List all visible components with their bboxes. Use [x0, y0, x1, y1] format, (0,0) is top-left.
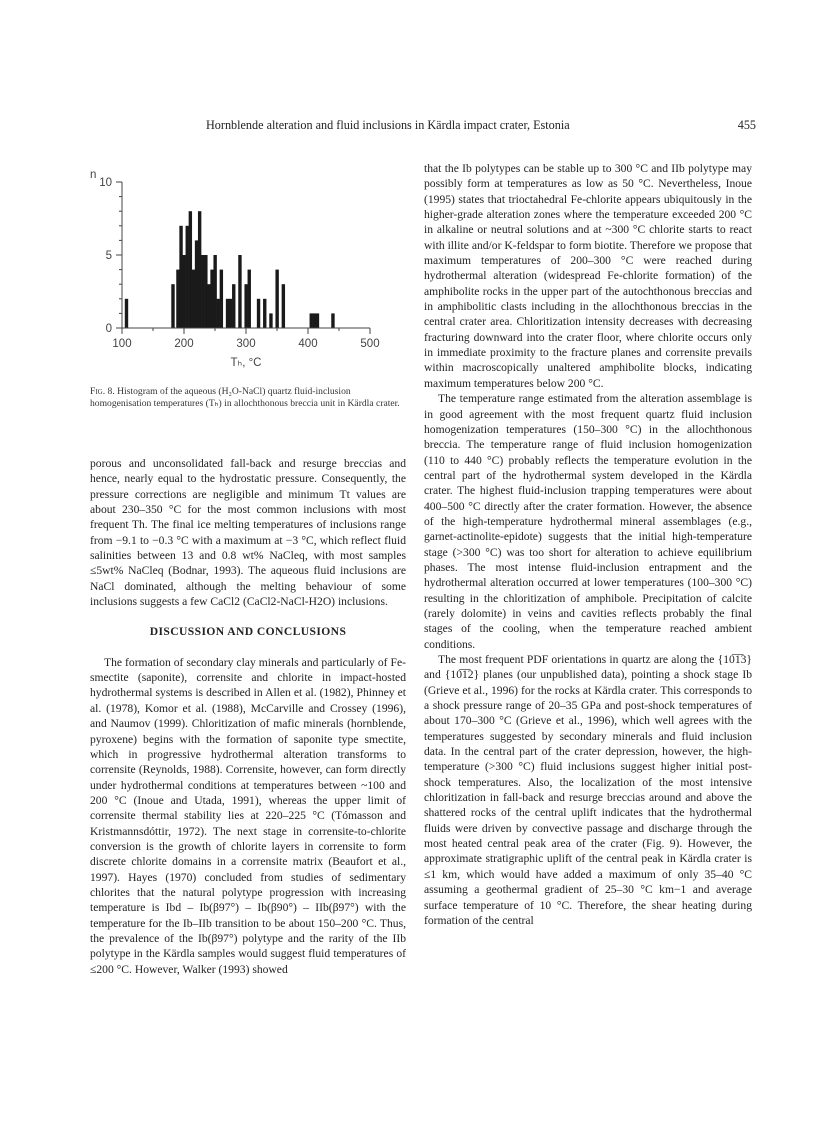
histogram-bar [229, 299, 232, 328]
histogram-bar [269, 313, 272, 328]
running-title: Hornblende alteration and fluid inclusions in Kärdla impact crater, Estonia [206, 118, 570, 132]
histogram-bar [201, 255, 204, 328]
histogram-bar [331, 313, 334, 328]
histogram-bar [192, 270, 195, 328]
section-heading: DISCUSSION AND CONCLUSIONS [149, 625, 347, 639]
y-tick-label: 5 [105, 250, 112, 262]
histogram-bar [257, 299, 260, 328]
histogram-bar [263, 299, 266, 328]
y-axis-label: n [90, 169, 97, 181]
histogram-bar [198, 211, 201, 328]
histogram-bar [232, 284, 235, 328]
histogram-bar [182, 255, 185, 328]
histogram-bar [125, 299, 128, 328]
histogram-bar [217, 299, 220, 328]
figure-caption-label: Fig. 8. [90, 386, 115, 397]
histogram-bar [171, 284, 174, 328]
histogram-bar [313, 313, 316, 328]
histogram-bar [226, 299, 229, 328]
histogram-bar [213, 255, 216, 328]
paragraph: The formation of secondary clay minerals and particularly of Fe-smectite (saponite), corrensite and chlorite in impact-hosted hydrothermal systems is described in Allen et al. (1982), Phinney et al. (1978), Komor et al. (1988), McCarville and Crossey (1996), and Naumov (1999). Chloritization of mafic minerals (hornblende, pyroxene) begins with the formation of saponite type smectite, which in progressive hydrothermal alteration transforms to corrensite (Reynolds, 1988). Corrensite, however, can form directly under hydrothermal conditions at temperatures between ~100 and 200 °C (Inoue and Utada, 1991), whereas the upper limit of corrensite thermal stability lies at 220–225 °C (Tómasson and Kristmannsdóttir, 1972). The next stage in corrensite-to-chlorite conversion is the growth of chlorite layers in corrensite to form discrete chlorite domains in a corrensite matrix (Beaufort et al., 1997). Hayes (1970) concluded from studies of sedimentary chlorites that the natural polytype progression with increasing temperature is Ibd – Ib(β97°) – Ib(β90°) – IIb(β97°) with the temperature for the Ib–IIb transition to be about 150–200 °C. Thus, the prevalence of the Ib(β97°) polytype and the rarity of the IIb polytype in the Kärdla samples would suggest fluid temperatures of ≤200 °C. However, Walker (1993) showed [90, 655, 406, 976]
histogram-bar [189, 211, 192, 328]
histogram-bar [316, 313, 319, 328]
x-tick-label: 200 [174, 338, 194, 350]
histogram-chart [86, 160, 416, 380]
y-tick-label: 0 [105, 323, 112, 335]
histogram-bar [195, 240, 198, 328]
histogram-bar [220, 270, 223, 328]
histogram-bar [275, 270, 278, 328]
histogram-bar [186, 226, 189, 328]
page-number: 455 [737, 118, 756, 132]
histogram-bar [204, 255, 207, 328]
figure-8 [86, 160, 416, 380]
x-axis-label: Tₕ, °C [230, 357, 262, 369]
histogram-bar [207, 284, 210, 328]
histogram-bar [179, 226, 182, 328]
figure-caption-text: Histogram of the aqueous (H₂O-NaCl) quartz fluid-inclusion homogenisation temperatures (Tₕ) in allochthonous breccia unit in Kärdla crater. [90, 386, 400, 409]
paragraph: The temperature range estimated from the alteration assemblage is in good agreement with the most frequent quartz fluid inclusion homogenization temperatures (150–300 °C) in the allochthonous breccia. The temperature range of fluid inclusion homogenization (110 to 440 °C) probably reflects the temperature evolution in the central part of the hydrothermal system developed in the Kärdla crater. The highest fluid-inclusion trapping temperatures were about 400–500 °C directly after the crater formation. However, the absence of the high-temperature hydrothermal mineral assemblages (e.g., garnet-actinolite-epidote) suggests that the initial high-temperature stage (>300 °C) was too short for alteration to achieve equilibrium phases. The most intense fluid-inclusion entrapment and the hydrothermal alteration occurred at lower temperatures (100–300 °C) resulting in the chloritization of amphibole. Precipitation of calcite (rarely dolomite) in veins and cavities reflects probably the final stages of the cooling, when the temperature reached ambient conditions. [424, 392, 752, 651]
x-tick-label: 100 [112, 338, 132, 350]
histogram-bar [244, 284, 247, 328]
x-tick-label: 500 [360, 338, 380, 350]
x-tick-label: 300 [236, 338, 256, 350]
histogram-bar [310, 313, 313, 328]
x-tick-label: 400 [298, 338, 318, 350]
histogram-bar [238, 255, 241, 328]
page-header [0, 118, 816, 134]
right-column [424, 161, 752, 928]
histogram-bar [282, 284, 285, 328]
figure-caption [90, 386, 406, 409]
paragraph: that the Ib polytypes can be stable up to 300 °C and IIb polytype may possibly form at temperatures as low as 50 °C. Nevertheless, Inoue (1995) states that trioctahedral Fe-chlorite appears ubiquitously in the higher-grade alteration zones where the temperature exceeded 200 °C in alkaline or neutral solutions and at ~300 °C chlorite starts to react with illite and/or K-feldspar to form biotite. Therefore we propose that maximum temperatures of 200–300 °C were reached during hydrothermal alteration (widespread Fe-chlorite formation) of the amphibolite rocks in the upper part of the autochthonous breccias and in amphibolitic clasts including in the allochthonous breccias in the central crater area. Chloritization intensity decreases with decreasing fracturing downward into the crater floor, where chlorite occurs only in immediate proximity to the fracture planes and corrensite prevails within macroscopically unaltered amphibolite blocks, indicating maximum temperatures below 200 °C. [424, 162, 752, 390]
paragraph: The most frequent PDF orientations in quartz are along the {10̅1̅3} and {10̅1̅2} planes (our unpublished data), pointing a shock stage Ib (Grieve et al., 1996) for the rocks at Kärdla crater. This corresponds to a shock pressure range of 20–35 GPa and post-shock temperatures of about 170–300 °C (Grieve et al., 1996), which well agrees with the temperatures suggested by secondary minerals and fluid inclusion data. In the central part of the crater depression, however, the high-temperature (>300 °C) fluid inclusions suggest higher initial post-shock temperatures. Also, the localization of the most intensive chloritization in fall-back and resurge breccias around and above the shattered rocks of the central uplift indicates that the hydrothermal fluids were driven by convective passage and discharge through the most heated central peak area of the crater (Fig. 9). However, the approximate stratigraphic uplift of the central peak in Kärdla crater is ≤1 km, which would have added a maximum of only 35–40 °C assuming a geothermal gradient of 25–30 °C km−1 and average surface temperature of 10 °C. Therefore, the shear heating during formation of the central [424, 653, 752, 927]
paragraph: porous and unconsolidated fall-back and resurge breccias and hence, nearly equal to the hydrostatic pressure. Consequently, the pressure corrections are negligible and minimum Tt values are about 230–350 °C for the most common inclusions with most frequent Th. The final ice melting temperatures of inclusions range from −9.1 to −0.3 °C with a maximum at −3 °C, which reflect fluid salinities between 13 and 0.8 wt% NaCleq, with most samples ≤5wt% NaCleq (Bodnar, 1993). The aqueous fluid inclusions are NaCl dominated, although the melting behaviour of some inclusions suggests a few CaCl2 (CaCl2-NaCl-H2O) inclusions. [90, 457, 406, 609]
left-column [90, 456, 406, 977]
histogram-bar [210, 270, 213, 328]
histogram-bar [176, 270, 179, 328]
histogram-bar [248, 270, 251, 328]
y-tick-label: 10 [99, 177, 112, 189]
